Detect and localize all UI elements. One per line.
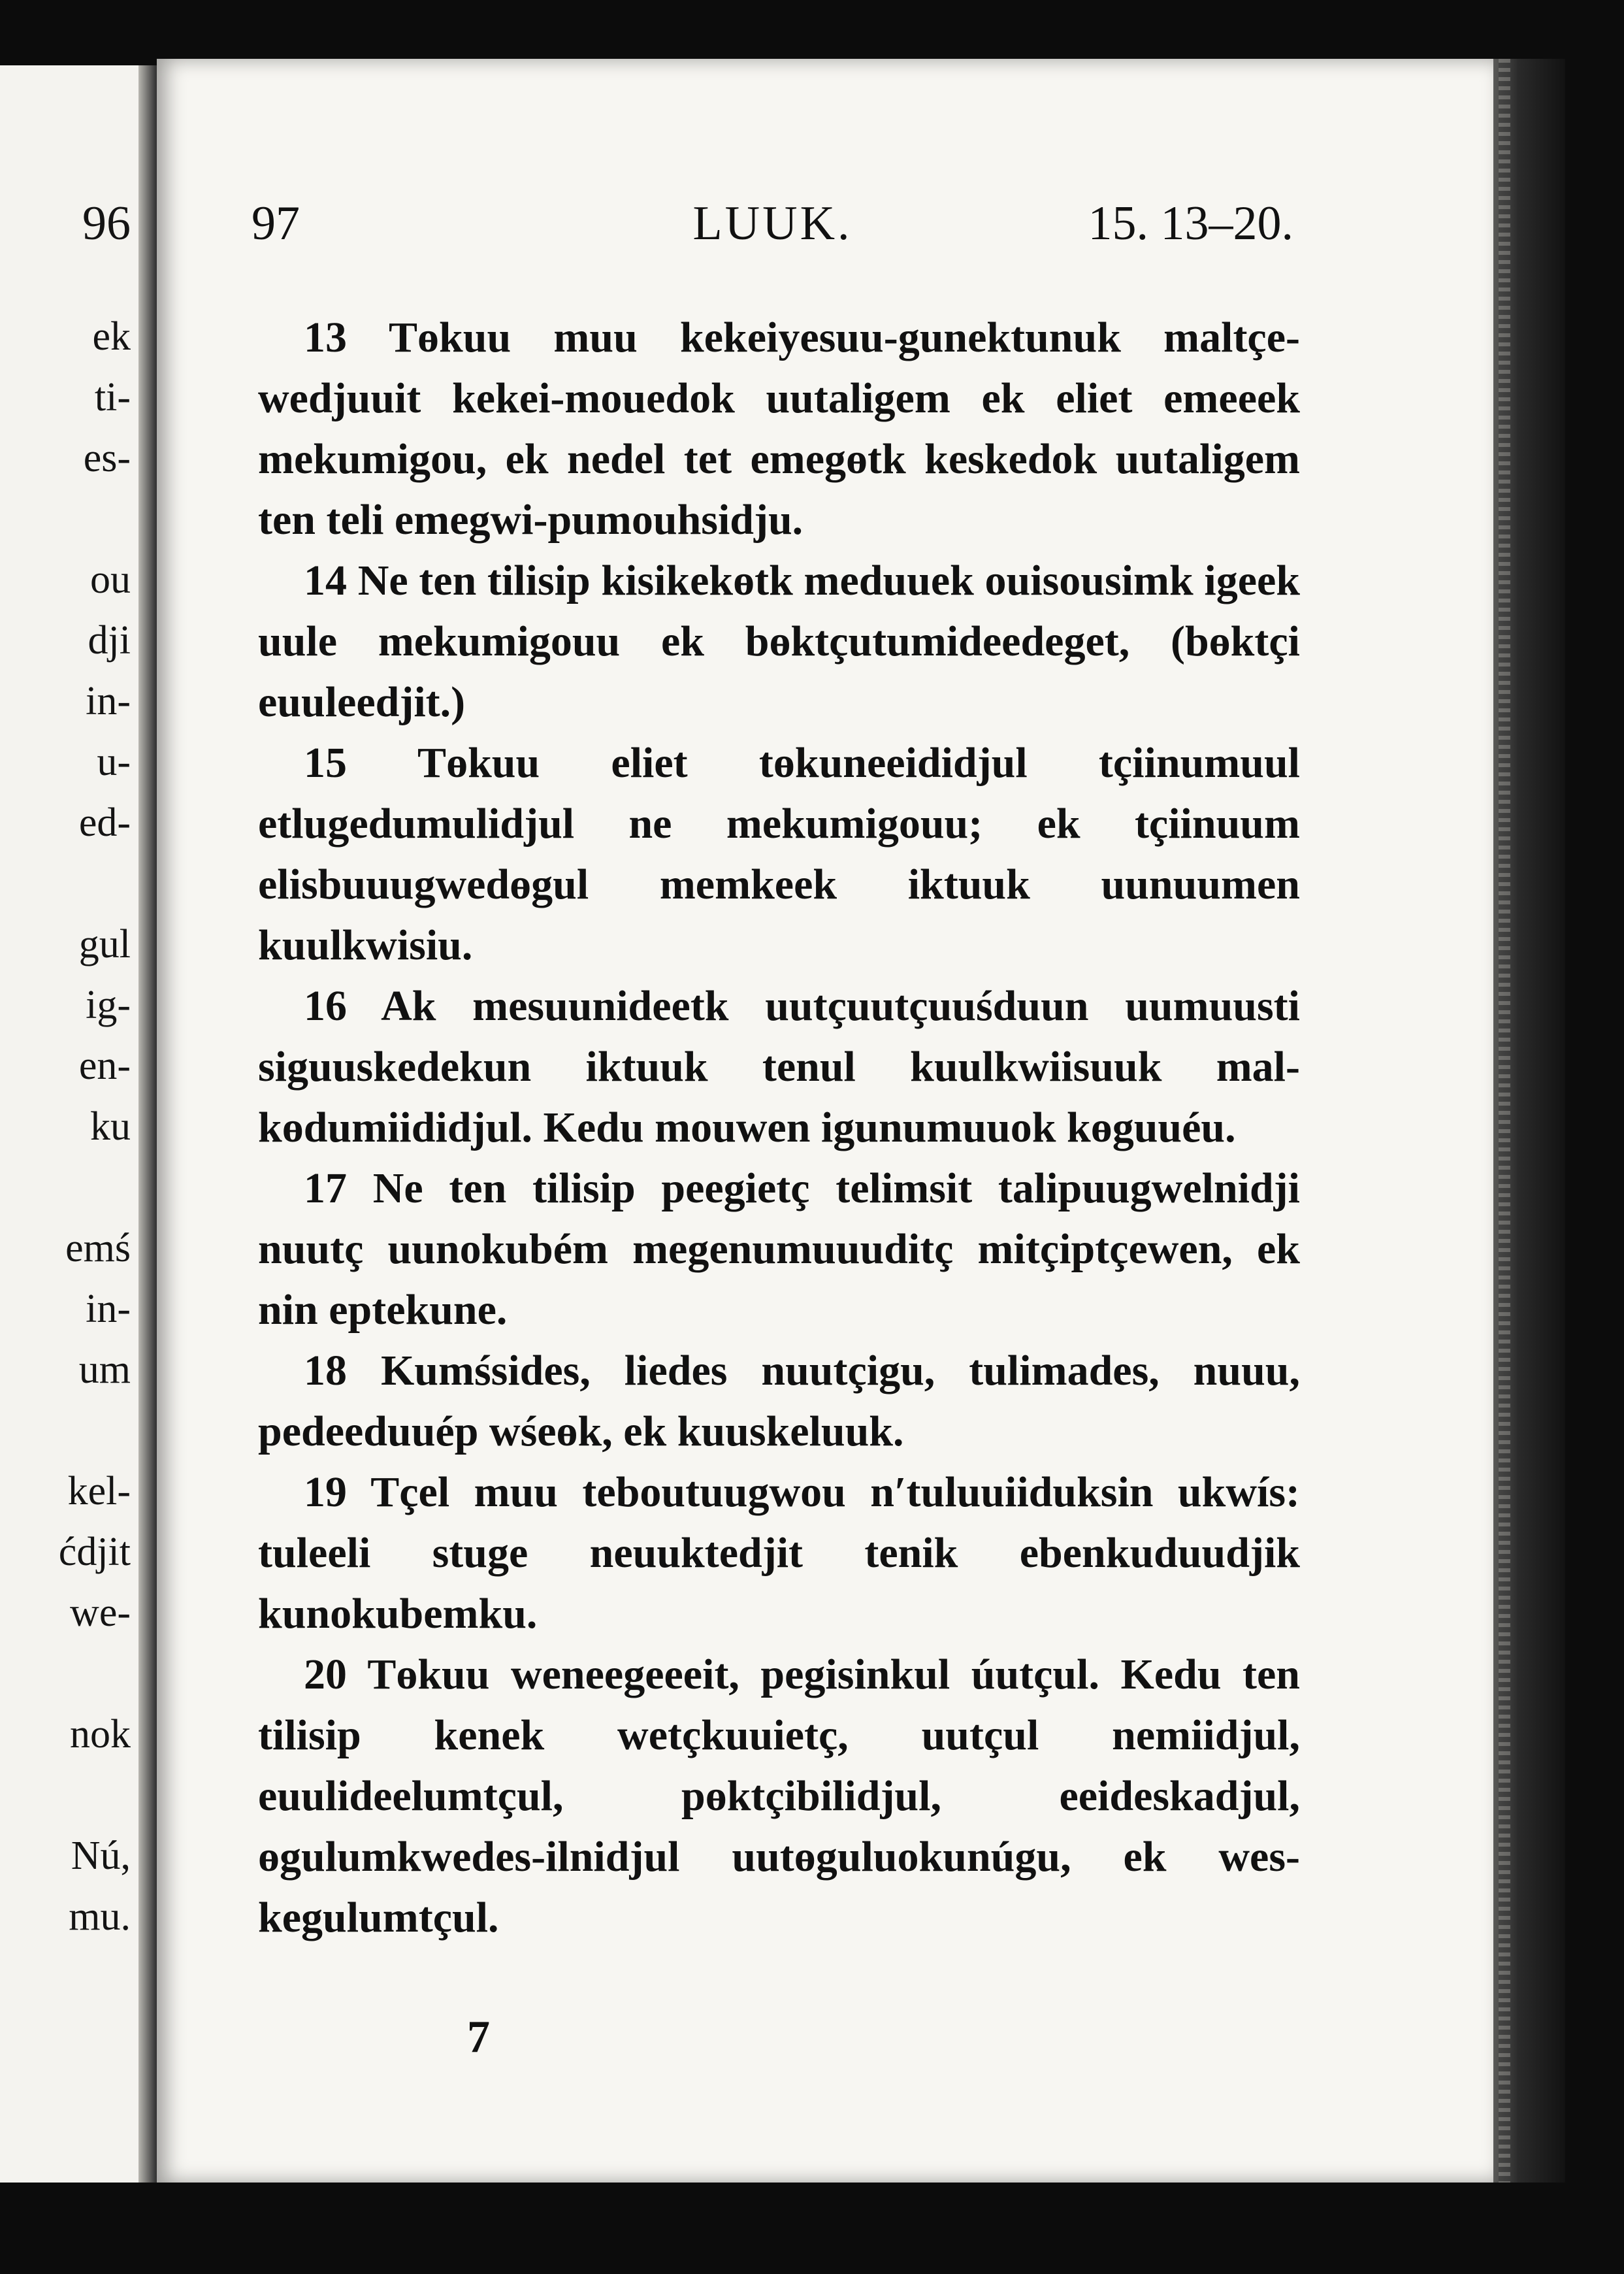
facing-line-fragment: in- [86,679,131,723]
facing-line-fragment: ti- [94,375,131,420]
facing-line-fragment: ku [90,1104,131,1149]
verse-number: 19 [304,1468,347,1516]
facing-line-fragment: ćdjit [58,1530,131,1574]
facing-line-fragment: ek [92,314,131,359]
facing-line-fragment: en- [78,1044,131,1088]
facing-line-fragment: es- [83,436,131,480]
page-body [258,307,1300,1948]
facing-line-fragment: gul [78,922,131,966]
running-header [252,196,1293,248]
verse-text: Tɵkuu muu kekeiyesuu-gunektunuk maltçewedjuuit kekei-mouedok uutaligem ek eliet emeeek mekumigou, ek nedel tet emegɵtk keskedok uutaligem ten teli emegwi-pumouhsidju. [258,314,1300,544]
verse-text: Ne ten tilisip kisikekɵtk meduuek ouisousimk igeek uule mekumigouu ek bɵktçutumideedeget, (bɵktçi euuleedjit.) [258,557,1301,726]
facing-line-fragment: u- [97,740,131,784]
facing-line-fragment: mu. [69,1894,131,1939]
facing-line-fragment: dji [88,618,131,663]
facing-page-number: 96 [82,197,131,250]
verse-text: Tçel muu teboutuugwou n′tuluuiiduksin ukwís: tuleeli stuge neuuktedjit tenik ebenkuduudjik kunokubemku. [258,1468,1300,1638]
facing-line-fragment: um [78,1347,131,1392]
verse-number: 16 [304,982,347,1030]
verse-number: 20 [304,1651,347,1698]
facing-line-fragment: Nú, [71,1834,131,1878]
verse-13 [258,307,1300,550]
verse-text: Tɵkuu eliet tɵkuneeididjul tçiinumuul etlugedumulidjul ne mekumigouu; ek tçiinuum elisbuuugwedɵgul memkeek iktuuk uunuumen kuulkwisiu. [258,739,1300,969]
facing-line-fragment: ou [90,557,131,602]
chapter-verse-reference: 15. 13–20. [1088,197,1293,250]
facing-line-fragment: ig- [86,983,131,1027]
verse-text: Ak mesuunideetk uutçuutçuuśduun uumuusti siguuskedekun iktuuk tenul kuulkwiisuuk malkɵdumiididjul. Kedu mouwen igunumuuok kɵguuéu. [258,982,1301,1151]
signature-mark: 7 [467,2012,490,2062]
verse-number: 17 [304,1164,347,1212]
facing-line-fragment: we- [70,1590,131,1635]
facing-line-fragment: kel- [67,1469,131,1513]
verse-19 [258,1462,1300,1644]
verse-number: 14 [304,557,347,604]
verse-20 [258,1644,1300,1948]
page-number: 97 [252,197,300,250]
page-edge-shadow [1493,59,1565,2183]
running-title: LUUK. [692,197,853,250]
verse-text: Tɵkuu weneegeeeit, pegisinkul úutçul. Kedu ten tilisip kenek wetçkuuietç, uutçul nemiidjul, euulideelumtçul, pɵktçibilidjul, eeideskadjul, ɵgulumkwedes-ilnidjul uutɵguluokunúgu, ek weskegulumtçul. [258,1651,1301,1941]
verse-15 [258,733,1300,976]
verse-18 [258,1340,1300,1462]
facing-line-fragment: nok [70,1712,131,1756]
facing-line-fragment: in- [86,1287,131,1331]
facing-line-fragment: emś [65,1226,131,1270]
verse-number: 15 [304,739,347,787]
verse-17 [258,1158,1300,1340]
verse-text: Kumśsides, liedes nuutçigu, tulimades, nuuu, pedeeduuép wśeɵk, ek kuuskeluuk. [258,1347,1301,1455]
verse-text: Ne ten tilisip peegietç telimsit talipuugwelnidji nuutç uunokubém megenumuuuditç mitçiptçewen, ek nin eptekune. [258,1164,1301,1334]
facing-line-fragment: ed- [78,800,131,845]
verse-14 [258,550,1300,733]
verse-number: 13 [304,314,347,361]
verse-number: 18 [304,1347,347,1394]
verse-16 [258,976,1300,1158]
